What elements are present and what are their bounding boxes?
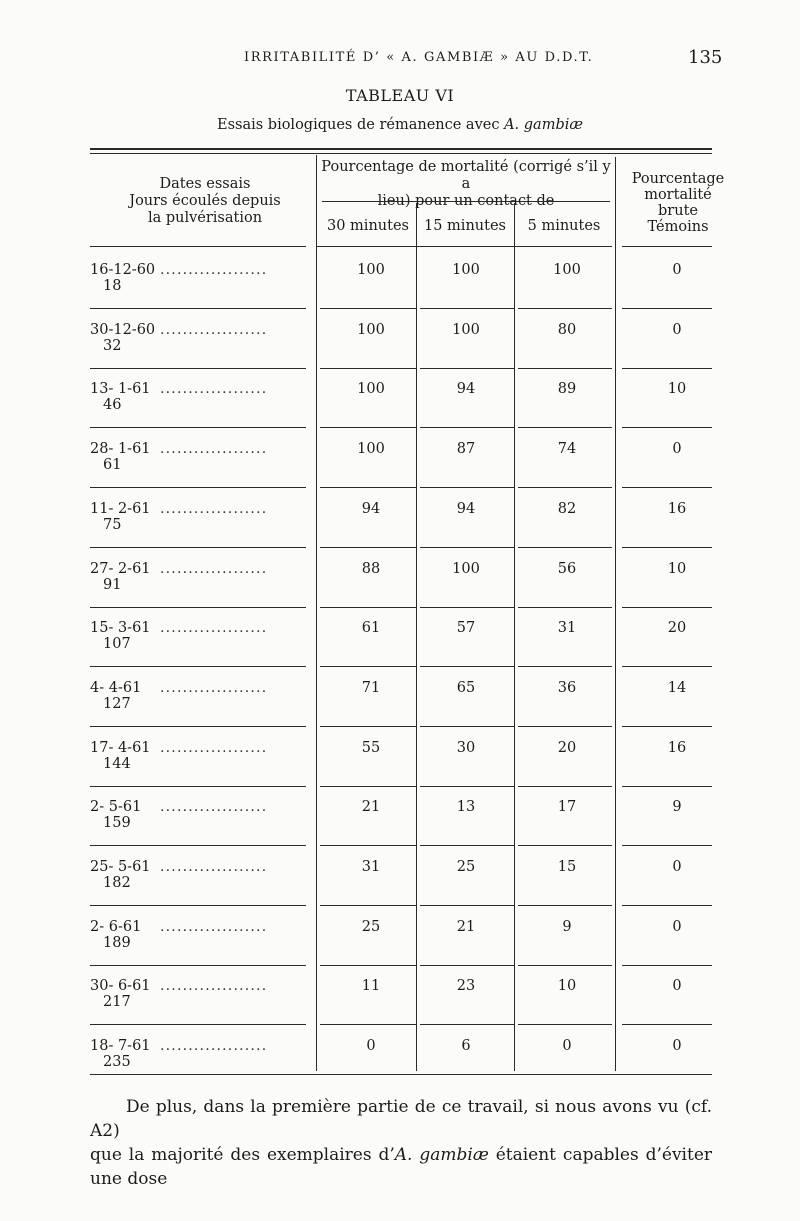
row-value-m30: 25 [361, 919, 381, 935]
header-brute-line2: mortalité [644, 187, 712, 203]
row-value-m5: 89 [557, 381, 577, 397]
table-vertical-rule [514, 203, 515, 1071]
row-value-m5: 80 [557, 322, 577, 338]
row-date: 30-12-60 [90, 322, 156, 338]
table-caption [0, 117, 800, 133]
row-separator [320, 666, 416, 667]
row-separator [518, 308, 612, 309]
row-value-m15: 23 [456, 978, 476, 994]
header-dates-line2: Jours écoulés depuis [129, 193, 281, 209]
row-separator [320, 786, 416, 787]
row-separator [622, 726, 712, 727]
row-value-m30: 11 [361, 978, 381, 994]
caption-text: Essais biologiques de rémanence avec [216, 117, 505, 133]
row-value-m15: 100 [452, 262, 480, 278]
header-brute-line3: brute [658, 203, 698, 219]
row-value-m15: 30 [456, 740, 476, 756]
row-separator [518, 666, 612, 667]
row-value-m30: 0 [366, 1038, 376, 1054]
row-value-m5: 74 [557, 441, 577, 457]
row-separator [518, 1024, 612, 1025]
table-bottom-rule [90, 1074, 712, 1075]
row-days: 91 [103, 577, 122, 593]
row-separator [420, 845, 514, 846]
table-title: TABLEAU VI [345, 86, 455, 105]
row-value-brute: 0 [672, 322, 682, 338]
row-date: 16-12-60 [90, 262, 156, 278]
row-separator [622, 786, 712, 787]
row-separator [90, 726, 306, 727]
row-separator [518, 905, 612, 906]
header-brute-line4: Témoins [647, 219, 709, 235]
row-days: 18 [103, 278, 122, 294]
row-separator [622, 666, 712, 667]
row-separator [518, 487, 612, 488]
row-value-brute: 16 [667, 501, 687, 517]
row-value-m5: 100 [553, 262, 581, 278]
row-separator [320, 487, 416, 488]
header-group-line2: lieu) pour un contact de [377, 193, 555, 209]
row-separator [320, 726, 416, 727]
row-date: 27- 2-61 [90, 561, 151, 577]
row-separator [320, 905, 416, 906]
row-separator [622, 547, 712, 548]
row-value-m15: 94 [456, 381, 476, 397]
body-paragraph [90, 1095, 712, 1191]
row-value-m15: 65 [456, 680, 476, 696]
row-value-m15: 57 [456, 620, 476, 636]
row-value-brute: 9 [672, 799, 682, 815]
row-value-m5: 31 [557, 620, 577, 636]
table-vertical-rule [316, 155, 317, 1071]
row-separator [90, 607, 306, 608]
header-dates-line3: la pulvérisation [147, 210, 263, 226]
header-bottom-rule [316, 246, 612, 247]
row-separator [622, 368, 712, 369]
running-head: IRRITABILITÉ D’ « A. GAMBIÆ » AU D.D.T. [244, 50, 594, 65]
row-separator [320, 547, 416, 548]
row-date: 2- 5-61 [90, 799, 142, 815]
row-date: 30- 6-61 [90, 978, 151, 994]
table-top-rule [90, 148, 712, 150]
row-value-brute: 0 [672, 919, 682, 935]
row-separator [320, 368, 416, 369]
row-days: 32 [103, 338, 122, 354]
header-brute-line1: Pourcentage [631, 171, 725, 187]
row-separator [420, 666, 514, 667]
row-leader-dots: ................... [160, 799, 268, 815]
row-days: 159 [103, 815, 131, 831]
row-separator [90, 308, 306, 309]
row-value-m30: 88 [361, 561, 381, 577]
row-separator [518, 547, 612, 548]
row-value-m15: 21 [456, 919, 476, 935]
row-separator [420, 965, 514, 966]
row-separator [622, 487, 712, 488]
row-leader-dots: ................... [160, 919, 268, 935]
row-date: 2- 6-61 [90, 919, 142, 935]
row-separator [420, 786, 514, 787]
row-separator [420, 427, 514, 428]
row-separator [90, 905, 306, 906]
row-value-m5: 10 [557, 978, 577, 994]
row-value-m5: 36 [557, 680, 577, 696]
header-group-line1: Pourcentage de mortalité (corrigé s’il y a [321, 159, 611, 192]
row-days: 217 [103, 994, 131, 1010]
row-value-m15: 13 [456, 799, 476, 815]
row-value-brute: 0 [672, 859, 682, 875]
row-days: 46 [103, 397, 122, 413]
row-separator [90, 845, 306, 846]
row-value-brute: 20 [667, 620, 687, 636]
row-separator [518, 726, 612, 727]
row-days: 61 [103, 457, 122, 473]
row-value-brute: 14 [667, 680, 687, 696]
row-separator [622, 965, 712, 966]
body-line2-species: A. gambiæ [394, 1145, 489, 1165]
row-value-m5: 0 [562, 1038, 572, 1054]
row-separator [622, 607, 712, 608]
row-separator [320, 965, 416, 966]
row-separator [90, 547, 306, 548]
row-value-brute: 0 [672, 441, 682, 457]
row-separator [320, 427, 416, 428]
row-date: 25- 5-61 [90, 859, 151, 875]
row-days: 127 [103, 696, 131, 712]
row-value-brute: 0 [672, 262, 682, 278]
body-line-2 [90, 1143, 712, 1191]
row-leader-dots: ................... [160, 262, 268, 278]
header-brute [618, 171, 738, 235]
row-date: 18- 7-61 [90, 1038, 151, 1054]
row-value-m30: 100 [357, 262, 385, 278]
row-separator [622, 845, 712, 846]
row-days: 189 [103, 935, 131, 951]
row-separator [622, 1024, 712, 1025]
row-separator [90, 368, 306, 369]
header-30-minutes: 30 minutes [327, 218, 409, 234]
row-separator [90, 1024, 306, 1025]
table-vertical-rule [416, 203, 417, 1071]
body-line2-suffix: étaient capables d’éviter une dose [90, 1145, 713, 1189]
row-leader-dots: ................... [160, 322, 268, 338]
row-separator [622, 308, 712, 309]
row-value-brute: 10 [667, 561, 687, 577]
row-value-m30: 55 [361, 740, 381, 756]
row-value-m30: 100 [357, 441, 385, 457]
header-dates [110, 176, 300, 227]
row-leader-dots: ................... [160, 501, 268, 517]
row-separator [420, 547, 514, 548]
row-separator [518, 607, 612, 608]
row-value-m30: 71 [361, 680, 381, 696]
row-separator [420, 487, 514, 488]
row-date: 28- 1-61 [90, 441, 151, 457]
row-value-m30: 21 [361, 799, 381, 815]
row-days: 107 [103, 636, 131, 652]
row-separator [420, 607, 514, 608]
row-leader-dots: ................... [160, 978, 268, 994]
row-value-m5: 15 [557, 859, 577, 875]
row-date: 13- 1-61 [90, 381, 151, 397]
row-separator [622, 427, 712, 428]
row-date: 15- 3-61 [90, 620, 151, 636]
row-days: 75 [103, 517, 122, 533]
row-days: 182 [103, 875, 131, 891]
row-leader-dots: ................... [160, 620, 268, 636]
row-leader-dots: ................... [160, 859, 268, 875]
header-mortality-group [318, 159, 614, 210]
row-separator [320, 607, 416, 608]
row-value-m30: 61 [361, 620, 381, 636]
row-separator [420, 905, 514, 906]
row-leader-dots: ................... [160, 740, 268, 756]
row-leader-dots: ................... [160, 1038, 268, 1054]
row-date: 17- 4-61 [90, 740, 151, 756]
row-separator [518, 368, 612, 369]
header-5-minutes: 5 minutes [527, 218, 601, 234]
row-value-m15: 6 [461, 1038, 471, 1054]
row-separator [90, 666, 306, 667]
row-date: 4- 4-61 [90, 680, 142, 696]
row-separator [320, 308, 416, 309]
header-group-rule [322, 201, 610, 202]
row-separator [320, 1024, 416, 1025]
row-separator [518, 427, 612, 428]
row-leader-dots: ................... [160, 561, 268, 577]
caption-species: A. gambiæ [504, 117, 583, 133]
row-separator [420, 1024, 514, 1025]
row-value-m30: 94 [361, 501, 381, 517]
row-separator [90, 786, 306, 787]
row-separator [622, 905, 712, 906]
row-value-m15: 87 [456, 441, 476, 457]
row-value-m15: 100 [452, 322, 480, 338]
row-separator [90, 487, 306, 488]
header-bottom-rule [622, 246, 712, 247]
row-separator [518, 786, 612, 787]
row-leader-dots: ................... [160, 680, 268, 696]
body-line2-prefix: que la majorité des exemplaires d’ [90, 1145, 395, 1165]
body-line-1: De plus, dans la première partie de ce travail, si nous avons vu (cf. A2) [90, 1097, 712, 1141]
row-separator [420, 368, 514, 369]
row-separator [518, 845, 612, 846]
row-value-m5: 17 [557, 799, 577, 815]
header-bottom-rule [90, 246, 306, 247]
table-top-rule-thin [90, 153, 712, 154]
row-date: 11- 2-61 [90, 501, 151, 517]
row-separator [420, 726, 514, 727]
row-value-m15: 25 [456, 859, 476, 875]
row-value-m5: 20 [557, 740, 577, 756]
row-value-m30: 100 [357, 322, 385, 338]
row-separator [518, 965, 612, 966]
row-value-brute: 10 [667, 381, 687, 397]
row-leader-dots: ................... [160, 441, 268, 457]
row-value-m5: 56 [557, 561, 577, 577]
row-value-m30: 100 [357, 381, 385, 397]
row-value-brute: 0 [672, 1038, 682, 1054]
row-value-m30: 31 [361, 859, 381, 875]
row-value-m15: 94 [456, 501, 476, 517]
header-15-minutes: 15 minutes [424, 218, 506, 234]
row-days: 235 [103, 1054, 131, 1070]
row-separator [420, 308, 514, 309]
row-value-brute: 16 [667, 740, 687, 756]
row-separator [90, 965, 306, 966]
row-leader-dots: ................... [160, 381, 268, 397]
row-separator [320, 845, 416, 846]
page-number: 135 [688, 47, 723, 68]
row-value-m15: 100 [452, 561, 480, 577]
row-separator [90, 427, 306, 428]
row-days: 144 [103, 756, 131, 772]
row-value-m5: 9 [562, 919, 572, 935]
row-value-brute: 0 [672, 978, 682, 994]
header-dates-line1: Dates essais [159, 176, 251, 192]
table-vertical-rule [615, 157, 616, 1071]
row-value-m5: 82 [557, 501, 577, 517]
